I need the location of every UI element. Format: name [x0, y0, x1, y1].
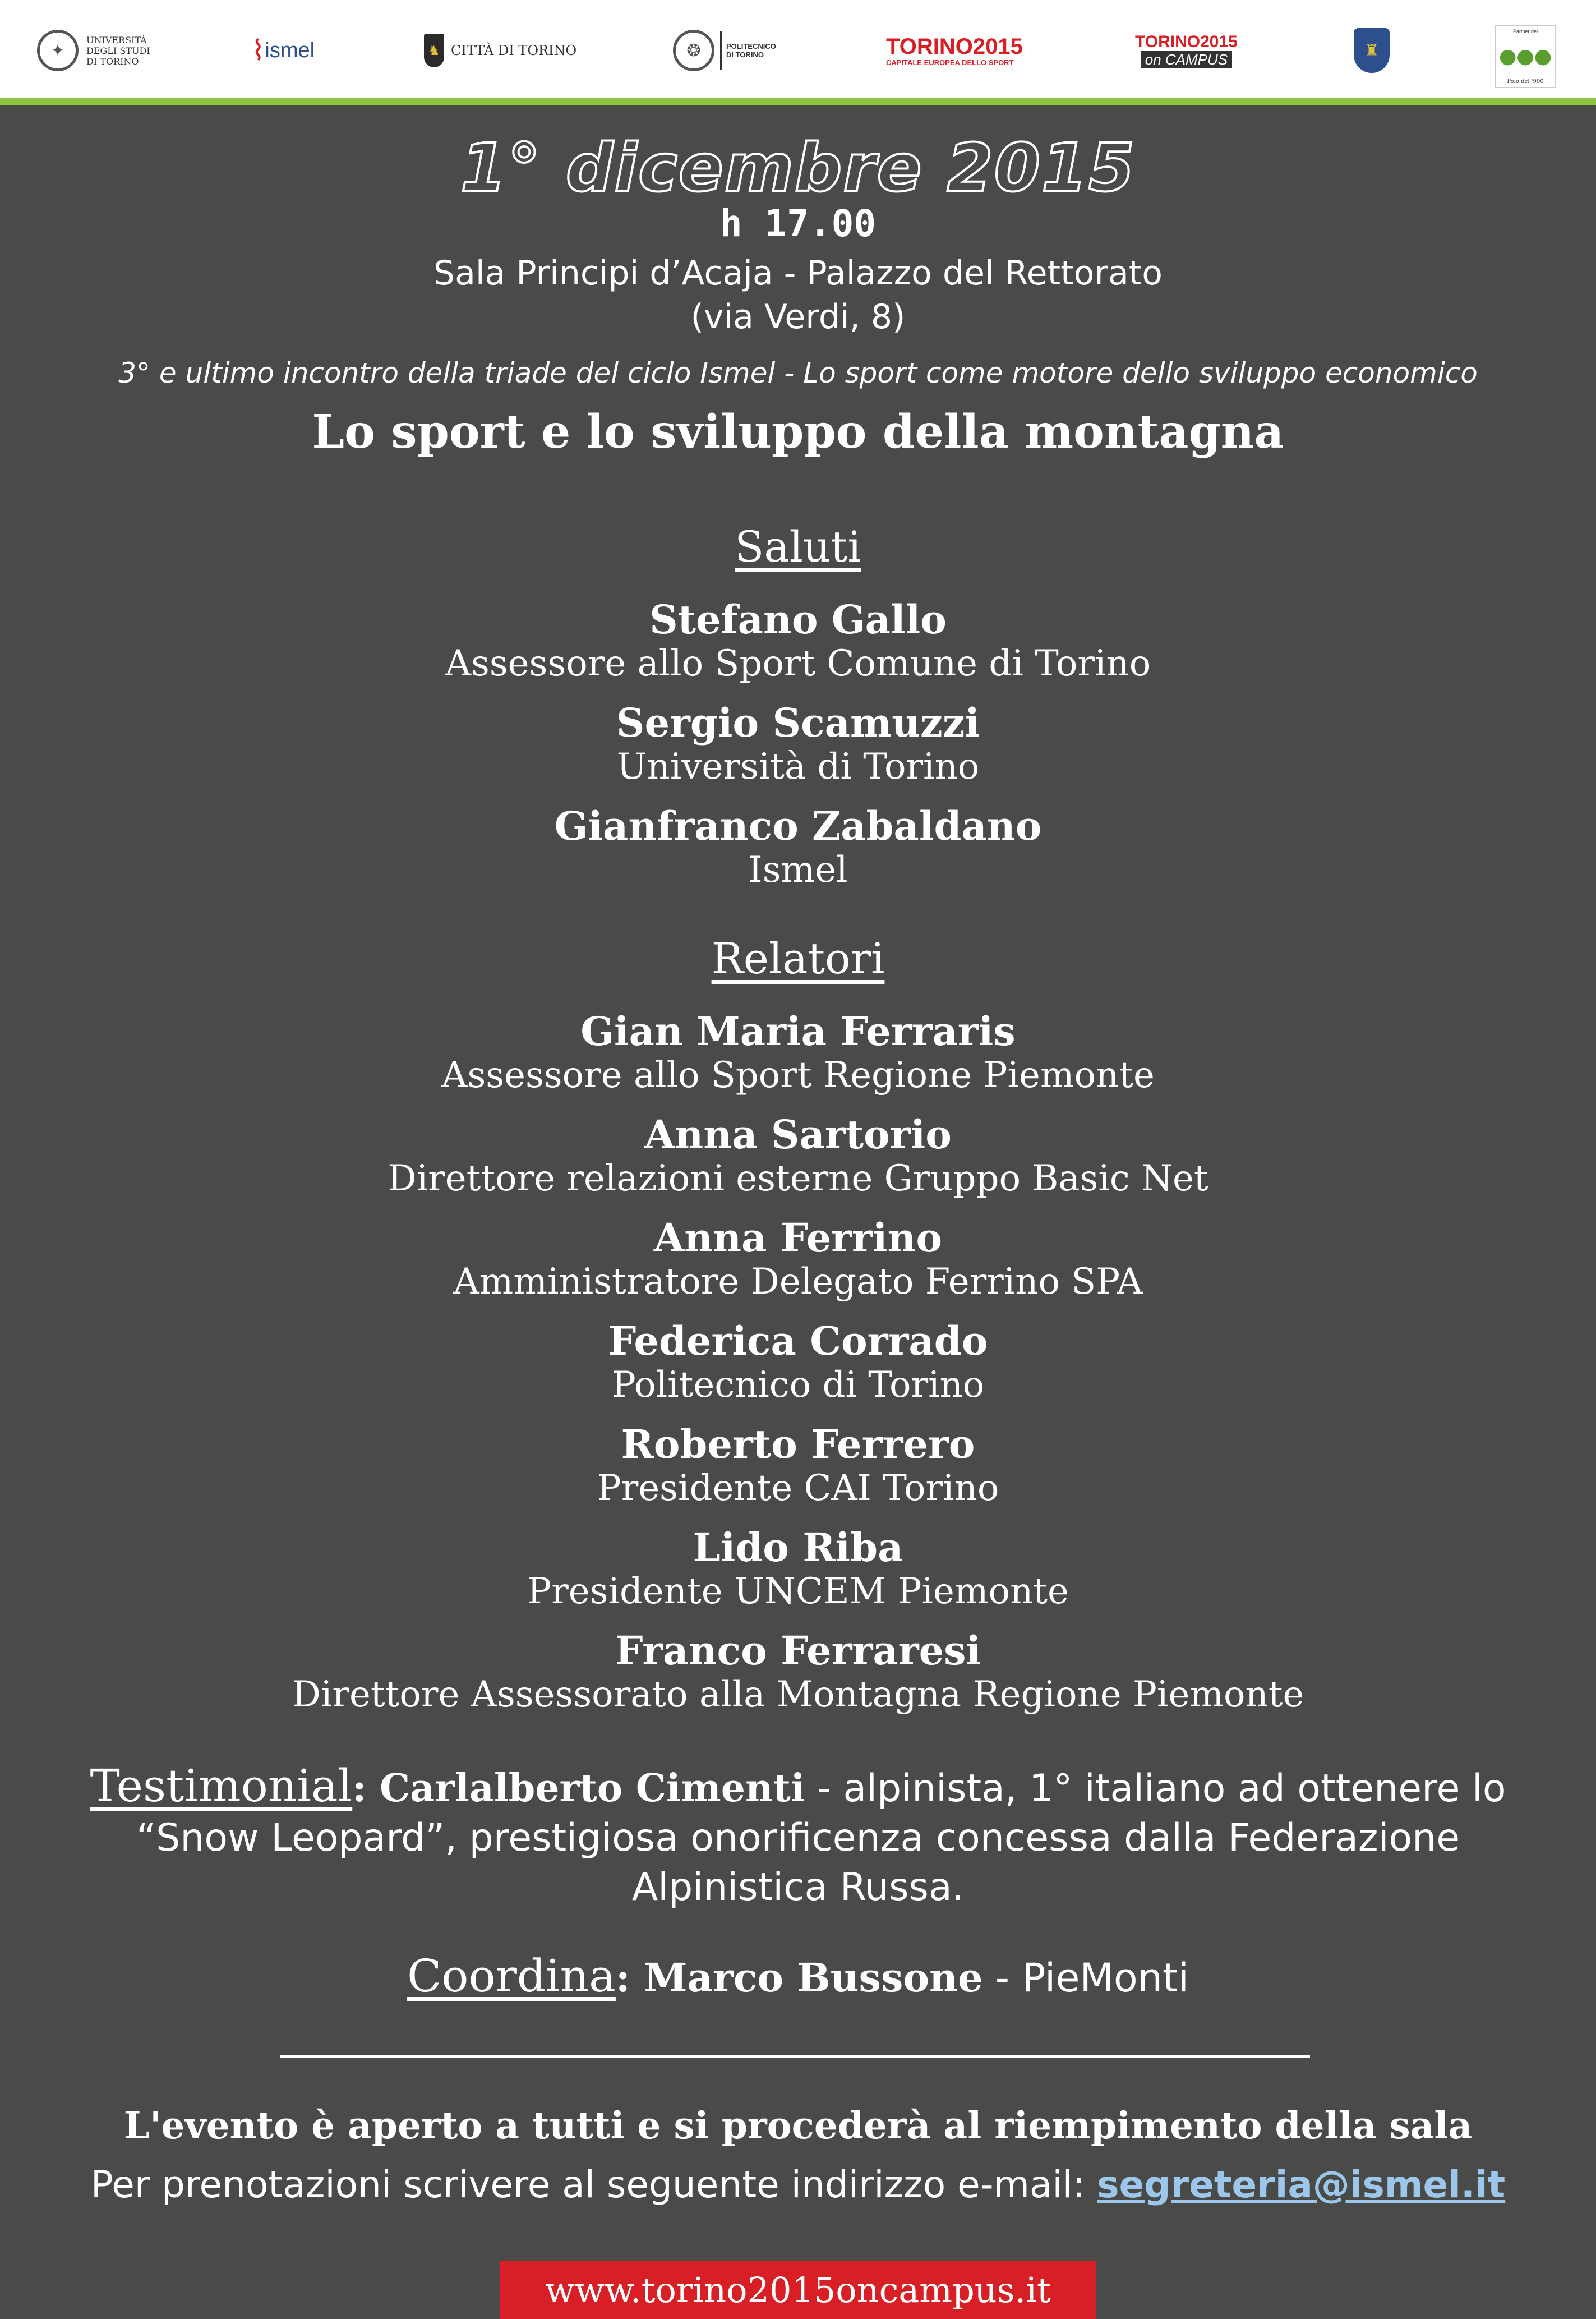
speaker-entry: [0, 597, 1596, 685]
speaker-role: Presidente UNCEM Piemonte: [527, 1571, 1069, 1612]
speaker-entry: [0, 1216, 1596, 1303]
logo-bar: [0, 0, 1596, 98]
citta-logo: [424, 22, 576, 79]
speaker-role: Politecnico di Torino: [611, 1364, 985, 1406]
divider: [280, 2055, 1310, 2058]
speaker-entry: [0, 1628, 1596, 1716]
cus-shield-icon: ♜: [1354, 28, 1390, 73]
event-time: h 17.00: [719, 202, 877, 245]
booking-text: Per prenotazioni scrivere al seguente indirizzo e-mail:: [90, 2163, 1086, 2206]
saluti-section: [0, 522, 1596, 891]
speaker-name: Lido Riba: [693, 1524, 903, 1571]
speaker-entry: [0, 804, 1596, 891]
speaker-role: Direttore Assessorato alla Montagna Regione Piemonte: [292, 1674, 1304, 1715]
speaker-entry: [0, 1112, 1596, 1200]
polito-line-2: DI TORINO: [726, 50, 764, 59]
unito-line-1: UNIVERSITÀ: [86, 34, 147, 45]
event-series: 3° e ultimo incontro della triade del ciclo Ismel - Lo sport come motore dello sviluppo economico: [118, 357, 1478, 389]
ismel-swoosh-icon: ⌇: [251, 34, 265, 67]
testimonial-text: - alpinista, 1° italiano ad ottenere lo “Snow Leopard”, prestigiosa onorificenza concessa dalla Federazione Alpinistica Russa.: [136, 1766, 1506, 1910]
venue-address: (via Verdi, 8): [690, 297, 906, 337]
torino-crest-icon: ♞: [424, 34, 444, 67]
speaker-entry: [0, 1009, 1596, 1097]
torino2015-subtitle: CAPITALE EUROPEA DELLO SPORT: [886, 58, 1014, 67]
speaker-entry: [0, 1422, 1596, 1510]
speaker-name: Stefano Gallo: [649, 596, 947, 643]
relatori-section: [0, 933, 1596, 1716]
venue-name: Sala Principi d’Acaja - Palazzo del Rettorato: [433, 254, 1163, 293]
speaker-name: Sergio Scamuzzi: [616, 700, 980, 746]
ismel-logo: [251, 22, 315, 79]
oncampus-title: TORINO2015: [1135, 33, 1238, 51]
booking-line: [0, 2163, 1596, 2206]
email-link[interactable]: segreteria@ismel.it: [1097, 2163, 1506, 2206]
speaker-entry: [0, 701, 1596, 788]
event-date: 1° dicembre 2015: [460, 129, 1136, 206]
speaker-name: Franco Ferraresi: [615, 1627, 981, 1674]
speaker-role: Ismel: [748, 849, 848, 891]
testimonial-block: Testimonial: Carlalberto Cimenti - alpinista, 1° italiano ad ottenere lo “Snow Leopard”, prestigiosa onorificenza concessa dalla Federazione Alpinistica Russa.: [90, 1760, 1506, 1910]
speaker-role: Direttore relazioni esterne Gruppo Basic Net: [388, 1158, 1208, 1199]
coordina-org: - PieMonti: [995, 1955, 1189, 2001]
speaker-role: Università di Torino: [616, 746, 980, 788]
torino2015-title: TORINO2015: [886, 34, 1023, 59]
polito-seal-icon: ❂: [673, 30, 714, 71]
speaker-name: Federica Corrado: [608, 1318, 988, 1364]
speaker-entry: [0, 1319, 1596, 1406]
polito-line-1: POLITECNICO: [726, 42, 776, 50]
speaker-entry: [0, 1525, 1596, 1613]
coordina-name: Marco Bussone: [644, 1954, 983, 2001]
unito-line-3: DI TORINO: [86, 56, 139, 67]
speaker-role: Amministratore Delegato Ferrino SPA: [453, 1261, 1143, 1303]
cus-logo: [1354, 22, 1390, 79]
testimonial-label: Testimonial: [90, 1760, 353, 1812]
speaker-name: Roberto Ferrero: [621, 1421, 975, 1467]
header-accent-line: [0, 98, 1596, 105]
citta-logo-text: CITTÀ DI TORINO: [451, 43, 577, 58]
speaker-name: Gian Maria Ferraris: [580, 1008, 1016, 1055]
open-notice: L'evento è aperto a tutti e si procederà al riempimento della sala: [123, 2104, 1473, 2147]
polo-bottom-text: Polo del '900: [1507, 79, 1544, 85]
polo-top-text: Partner del: [1512, 29, 1538, 34]
relatori-heading: Relatori: [711, 933, 885, 983]
unito-logo: [37, 22, 150, 79]
ismel-logo-text: ismel: [265, 38, 315, 62]
event-venue: [0, 251, 1596, 339]
torino2015-logo: [886, 22, 1023, 79]
coordina-block: Coordina: Marco Bussone - PieMonti: [407, 1950, 1189, 2002]
unito-line-2: DEGLI STUDI: [86, 45, 150, 56]
speaker-name: Anna Sartorio: [644, 1111, 952, 1158]
speaker-role: Assessore allo Sport Comune di Torino: [445, 643, 1151, 684]
coordina-label: Coordina: [407, 1950, 616, 2002]
event-title: Lo sport e lo sviluppo della montagna: [312, 405, 1284, 459]
website-link[interactable]: www.torino2015oncampus.it: [500, 2261, 1096, 2319]
polito-logo: [673, 22, 776, 79]
polo-mark-icon: ●●●: [1498, 44, 1552, 68]
saluti-heading: Saluti: [735, 522, 861, 572]
unito-seal-icon: ✦: [37, 30, 79, 71]
speaker-role: Presidente CAI Torino: [597, 1467, 999, 1509]
speaker-name: Anna Ferrino: [653, 1214, 943, 1261]
oncampus-logo: [1135, 22, 1238, 79]
polo900-logo: [1495, 24, 1556, 90]
testimonial-name: Carlalberto Cimenti: [380, 1766, 805, 1811]
speaker-name: Gianfranco Zabaldano: [554, 803, 1042, 849]
oncampus-subtitle: on CAMPUS: [1141, 51, 1232, 68]
speaker-role: Assessore allo Sport Regione Piemonte: [441, 1055, 1155, 1096]
